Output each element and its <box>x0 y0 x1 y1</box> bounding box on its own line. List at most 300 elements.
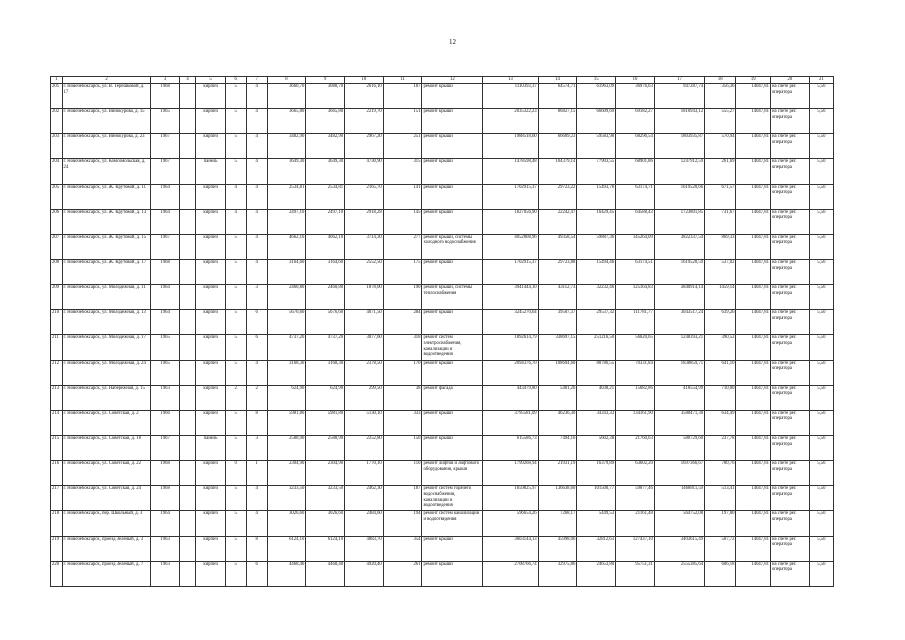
table-cell: г. Новочебоксарск, ул. Советская, д. 18 <box>62 435 151 460</box>
table-cell: кирпич <box>196 234 225 259</box>
table-cell: 5,50 <box>809 234 833 259</box>
table-cell: 9 <box>225 461 246 486</box>
table-cell: кирпич <box>196 536 225 561</box>
table-cell <box>179 561 196 586</box>
table-cell: 3877,60 <box>345 335 384 360</box>
table-cell: 1968 <box>151 461 179 486</box>
table-cell <box>179 435 196 460</box>
table-cell: 4 <box>246 159 267 184</box>
column-number: 19 <box>736 77 771 84</box>
table-cell: кирпич <box>196 511 225 536</box>
table-cell: 1964 <box>151 209 179 234</box>
table-cell: 1247912,59 <box>654 159 704 184</box>
table-cell: 39507,37 <box>538 310 577 335</box>
table-cell: 5,50 <box>809 184 833 209</box>
table-cell: 1619520,66 <box>654 184 704 209</box>
table-cell: 1964 <box>151 285 179 310</box>
table-cell: кирпич <box>196 385 225 410</box>
table-cell: 5,50 <box>809 511 833 536</box>
table-cell: 194 <box>383 511 422 536</box>
table-row <box>51 360 834 385</box>
table-cell: 606,18 <box>705 561 736 586</box>
table-cell: 2460,80 <box>306 285 345 310</box>
table-cell: 14047,81 <box>736 360 771 385</box>
table-cell: 2 <box>225 385 246 410</box>
table-cell: кирпич <box>196 134 225 159</box>
table-cell: 59583,98 <box>577 134 616 159</box>
table-cell: 7494,16 <box>538 435 577 460</box>
table-cell: 5 <box>225 159 246 184</box>
table-cell: ремонт систем горячего водоснабжения, канализации и водоотведения <box>422 486 483 511</box>
table-cell: 3822337,54 <box>654 234 704 259</box>
table-cell: 127437,10 <box>616 536 655 561</box>
table-cell <box>179 486 196 511</box>
table-cell: ремонт крыши <box>422 310 483 335</box>
table-cell: 145 <box>383 209 422 234</box>
table-cell: 5,50 <box>809 335 833 360</box>
table-cell: на счете рег. оператора <box>770 134 809 159</box>
table-cell: ремонт крыши <box>422 536 483 561</box>
table-cell: 4737,20 <box>306 335 345 360</box>
column-number: 21 <box>809 77 833 84</box>
table-row <box>51 184 834 209</box>
column-number: 3 <box>151 77 179 84</box>
table-cell: 284 <box>383 310 422 335</box>
table-cell: 333 <box>383 410 422 435</box>
table-cell: 14047,81 <box>736 109 771 134</box>
table-cell: 101500,77 <box>577 486 616 511</box>
table-cell: 68296,54 <box>616 134 655 159</box>
table-cell: 80786,55 <box>577 360 616 385</box>
table-cell: 5 <box>225 285 246 310</box>
table-cell: 6 <box>246 561 267 586</box>
table-cell: 1248393,21 <box>654 335 704 360</box>
table-cell: 5 <box>225 259 246 284</box>
table-cell: 201 <box>51 84 63 109</box>
table-cell: 14047,81 <box>736 84 771 109</box>
table-cell: 66609,23 <box>538 134 577 159</box>
table-cell <box>179 536 196 561</box>
table-cell: г. Новочебоксарск, ул. Молодежная, д. 24 <box>62 360 151 385</box>
table-cell: 1799268,94 <box>483 461 538 486</box>
table-cell: кирпич <box>196 184 225 209</box>
table-cell <box>179 410 196 435</box>
table-cell: 2035322,23 <box>483 109 538 134</box>
table-cell: 151 <box>383 109 422 134</box>
table-cell: 1478598,48 <box>483 159 538 184</box>
table-cell: на счете рег. оператора <box>770 335 809 360</box>
table-cell: 61963,09 <box>577 84 616 109</box>
table-cell: г. Новочебоксарск, ул. Молодежная, д. 13 <box>62 310 151 335</box>
table-cell: 16379,89 <box>577 461 616 486</box>
table-row <box>51 285 834 310</box>
table-cell: 3403615,49 <box>654 536 704 561</box>
table-cell: 3665,80 <box>306 109 345 134</box>
table-cell: 5,50 <box>809 410 833 435</box>
table-row <box>51 109 834 134</box>
table-cell: 299,50 <box>345 385 384 410</box>
table-cell: 1770,10 <box>345 461 384 486</box>
table-cell: г. Новочебоксарск, ул. Молодежная, д. 11 <box>62 285 151 310</box>
table-cell: 2588,90 <box>267 435 306 460</box>
table-cell: 2552,50 <box>345 259 384 284</box>
table-cell: 4468,40 <box>267 561 306 586</box>
table-cell: 2534,81 <box>306 184 345 209</box>
table-cell: на счете рег. оператора <box>770 259 809 284</box>
table-cell: 175 <box>383 259 422 284</box>
table-cell: 1967 <box>151 435 179 460</box>
column-number: 4 <box>179 77 196 84</box>
table-cell: 4 <box>225 184 246 209</box>
table-cell: 4071,50 <box>345 310 384 335</box>
table-cell: 5676,60 <box>267 310 306 335</box>
table-cell: г. Новочебоксарск, ул. Ж. Крутовой, д. 11 <box>62 184 151 209</box>
table-cell: 596654,26 <box>483 511 538 536</box>
table-cell: 634,49 <box>705 410 736 435</box>
table-cell: 213 <box>51 385 63 410</box>
table-cell: 2 <box>246 385 267 410</box>
table-cell: 211 <box>51 335 63 360</box>
table-cell: 43112,73 <box>538 285 577 310</box>
column-number: 15 <box>577 77 616 84</box>
table-cell: 3 <box>246 435 267 460</box>
table-cell: кирпич <box>196 285 225 310</box>
table-cell: 1968 <box>151 486 179 511</box>
table-cell: на счете рег. оператора <box>770 84 809 109</box>
table-cell: 64574,71 <box>538 84 577 109</box>
table-cell: на счете рег. оператора <box>770 209 809 234</box>
table-cell: 356,36 <box>705 84 736 109</box>
table-cell: 3660,70 <box>267 84 306 109</box>
table-cell: 3168,30 <box>306 360 345 385</box>
table-cell: г. Новочебоксарск, ул. Винокурова, д. 23 <box>62 134 151 159</box>
table-cell: ремонт лифтов и лифтового оборудования, крыши <box>422 461 483 486</box>
table-cell: 49358,54 <box>538 234 577 259</box>
table-cell: 70331,84 <box>616 360 655 385</box>
table-cell: 5 <box>225 410 246 435</box>
table-cell: 237,78 <box>705 435 736 460</box>
table-cell: на счете рег. оператора <box>770 461 809 486</box>
table-cell: 5449,53 <box>577 511 616 536</box>
table-cell: кирпич <box>196 335 225 360</box>
table-cell: 14047,81 <box>736 184 771 209</box>
table-cell: 4 <box>246 134 267 159</box>
table-cell: 14047,81 <box>736 234 771 259</box>
table-cell: 3233,50 <box>267 486 306 511</box>
table-cell: 218 <box>51 511 63 536</box>
table-cell: 4468,40 <box>306 561 345 586</box>
table-cell: 3026,60 <box>267 511 306 536</box>
column-number: 5 <box>196 77 225 84</box>
table-cell: 261 <box>383 561 422 586</box>
table-cell: 5602,38 <box>577 435 616 460</box>
table-cell: 315 <box>383 159 422 184</box>
table-cell <box>179 109 196 134</box>
table-cell: г. Новочебоксарск, ул. Ж. Крутовой, д. 13 <box>62 209 151 234</box>
table-row <box>51 84 834 109</box>
table-cell: 46236,30 <box>538 410 577 435</box>
table-cell: 21760,63 <box>616 435 655 460</box>
table-cell: 1965 <box>151 360 179 385</box>
table-cell: 209 <box>51 285 63 310</box>
table-cell: 32812,63 <box>577 536 616 561</box>
column-number: 6 <box>225 77 246 84</box>
table-cell: 21161,48 <box>616 511 655 536</box>
table-row <box>51 435 834 460</box>
table-cell: г. Новочебоксарск, ул. Ж. Крутовой, д. 17 <box>62 259 151 284</box>
table-cell: 5 <box>225 310 246 335</box>
table-cell: 6 <box>246 335 267 360</box>
table-cell: 210 <box>51 310 63 335</box>
column-number: 18 <box>705 77 736 84</box>
table-cell: 1702915,37 <box>483 259 538 284</box>
table-cell: ремонт систем канализации и водоотведения <box>422 511 483 536</box>
table-cell: 205 <box>51 184 63 209</box>
table-cell <box>179 209 196 234</box>
table-cell: 587,72 <box>705 536 736 561</box>
table-cell: 63174,51 <box>616 259 655 284</box>
table-cell: 108694,60 <box>538 360 577 385</box>
table-cell: 555,27 <box>705 109 736 134</box>
table-cell: 1963 <box>151 385 179 410</box>
table-cell: 5,50 <box>809 285 833 310</box>
table-cell: 77903,55 <box>577 159 616 184</box>
table-cell: 2708766,74 <box>483 561 538 586</box>
table-cell: 5 <box>225 561 246 586</box>
table-cell: 2484,60 <box>345 511 384 536</box>
table-cell: г. Новочебоксарск, проезд Зелёный, д. 7 <box>62 561 151 586</box>
table-cell: 150 <box>383 435 422 460</box>
table-cell: 5,50 <box>809 310 833 335</box>
table-cell: 5,50 <box>809 360 833 385</box>
table-cell <box>179 461 196 486</box>
table-cell: кирпич <box>196 109 225 134</box>
table-cell: 1702915,37 <box>483 184 538 209</box>
table-cell: 15493,78 <box>577 184 616 209</box>
table-cell: 216 <box>51 461 63 486</box>
table-cell: 2967,20 <box>345 134 384 159</box>
table-cell: 202 <box>51 109 63 134</box>
table-row <box>51 486 834 511</box>
table-cell: 14047,81 <box>736 486 771 511</box>
table-cell: 1 <box>246 461 267 486</box>
table-cell: на счете рег. оператора <box>770 109 809 134</box>
table-cell: 5 <box>225 234 246 259</box>
table-cell: 3482,90 <box>306 134 345 159</box>
table-cell: 731,67 <box>705 209 736 234</box>
table-cell: г. Новочебоксарск, пер. Школьный, д. 3 <box>62 511 151 536</box>
table-cell: 63174,71 <box>616 184 655 209</box>
table-row <box>51 410 834 435</box>
table-cell: 251216,50 <box>577 335 616 360</box>
table-cell: кирпич <box>196 410 225 435</box>
table-cell: 36976,63 <box>616 84 655 109</box>
table-cell: 5981,80 <box>306 410 345 435</box>
table-cell: 5 <box>225 335 246 360</box>
table-cell: 5,50 <box>809 84 833 109</box>
table-cell: 34343,33 <box>577 410 616 435</box>
table-cell: 4730,90 <box>345 159 384 184</box>
table-cell: 947287,74 <box>654 84 704 109</box>
table-cell <box>179 234 196 259</box>
table-cell: 38 <box>383 385 422 410</box>
table-cell: 24653,80 <box>577 561 616 586</box>
table-cell: 110 <box>383 461 422 486</box>
table-cell: 2094376,70 <box>483 360 538 385</box>
table-cell <box>179 184 196 209</box>
table-cell: 1723801,85 <box>654 209 704 234</box>
table-cell: 4 <box>246 259 267 284</box>
column-number: 14 <box>538 77 577 84</box>
table-cell: на счете рег. оператора <box>770 561 809 586</box>
table-cell: 1659825,97 <box>483 486 538 511</box>
table-cell <box>179 159 196 184</box>
table-cell: 1697366,67 <box>654 461 704 486</box>
table-cell: 4883,70 <box>345 536 384 561</box>
table-cell: 2460,80 <box>267 285 306 310</box>
table-cell: 5981,80 <box>267 410 306 435</box>
table-row <box>51 259 834 284</box>
table-cell: 1968 <box>151 84 179 109</box>
column-number: 11 <box>383 77 422 84</box>
table-cell: 6 <box>246 310 267 335</box>
table-cell: 14047,81 <box>736 259 771 284</box>
table-cell: 1964 <box>151 310 179 335</box>
table-cell: 29537,32 <box>577 310 616 335</box>
table-cell: г. Новочебоксарск, ул. Комсомольская, д. 24 <box>62 159 151 184</box>
table-cell: 4 <box>246 84 267 109</box>
table-cell: кирпич <box>196 461 225 486</box>
table-cell: 564752,08 <box>654 511 704 536</box>
table-cell: 4 <box>246 234 267 259</box>
table-cell: ремонт крыши <box>422 561 483 586</box>
table-cell: 64588,43 <box>616 209 655 234</box>
table-cell: 5 <box>225 486 246 511</box>
table-cell: 63602,20 <box>616 461 655 486</box>
table-cell: кирпич <box>196 486 225 511</box>
table-cell: 3580471,30 <box>654 410 704 435</box>
table-cell: г. Новочебоксарск, проезд Зелёный, д. 3 <box>62 536 151 561</box>
table-row <box>51 511 834 536</box>
table-cell: 4 <box>225 209 246 234</box>
table-cell: 390,52 <box>705 335 736 360</box>
table-cell: 2378,50 <box>345 360 384 385</box>
table-cell: 197,80 <box>705 511 736 536</box>
table-cell: 639,26 <box>705 310 736 335</box>
table-cell: 4 <box>246 486 267 511</box>
table-cell: 68901,86 <box>616 159 655 184</box>
table-cell: 4038,21 <box>577 385 616 410</box>
table-cell: 418554,99 <box>654 385 704 410</box>
table-cell: кирпич <box>196 84 225 109</box>
table-cell: 354 <box>383 536 422 561</box>
table-cell: 1892614,79 <box>483 335 538 360</box>
table-cell: 3795581,09 <box>483 410 538 435</box>
table-cell: 21931,19 <box>538 461 577 486</box>
table-cell: 22242,47 <box>538 209 577 234</box>
table-cell: 4662,10 <box>267 234 306 259</box>
table-cell: 214 <box>51 410 63 435</box>
table-cell: 1988518,60 <box>483 134 538 159</box>
table-cell: 1827056,90 <box>483 209 538 234</box>
table-cell: 217 <box>51 486 63 511</box>
table-cell: 3043517,24 <box>654 310 704 335</box>
table-cell: 318 <box>383 335 422 360</box>
table-cell: 1967 <box>151 159 179 184</box>
column-number: 16 <box>616 77 655 84</box>
table-cell: 2252,80 <box>345 435 384 460</box>
table-cell: 14047,81 <box>736 335 771 360</box>
table-row <box>51 234 834 259</box>
table-cell: 136638,60 <box>538 486 577 511</box>
table-cell: 580729,60 <box>654 435 704 460</box>
table-cell: на счете рег. оператора <box>770 360 809 385</box>
table-cell: ремонт систем электроснабжения, канализации и водоотведения <box>422 335 483 360</box>
table-cell: 5,50 <box>809 109 833 134</box>
table-cell: 104379,14 <box>538 159 577 184</box>
table-cell: 14047,81 <box>736 410 771 435</box>
table-cell: 5401,26 <box>538 385 577 410</box>
table-cell: 780,76 <box>705 461 736 486</box>
housing-register-table <box>50 76 834 587</box>
table-cell: ремонт крыши <box>422 159 483 184</box>
page-number: 12 <box>449 38 456 46</box>
table-cell: 3665,80 <box>267 109 306 134</box>
table-cell: 2219,70 <box>345 109 384 134</box>
table-cell: ремонт крыши <box>422 209 483 234</box>
column-number: 8 <box>267 77 306 84</box>
table-cell <box>179 259 196 284</box>
table-cell: 2165,70 <box>345 184 384 209</box>
table-cell: 1964 <box>151 184 179 209</box>
table-cell <box>179 84 196 109</box>
table-cell: 125164,83 <box>616 285 655 310</box>
table-cell: 86827,15 <box>538 109 577 134</box>
table-cell: ремонт крыши <box>422 84 483 109</box>
column-number: 17 <box>654 77 704 84</box>
table-cell: кирпич <box>196 259 225 284</box>
table-cell: 2304,90 <box>267 461 306 486</box>
table-cell: 5 <box>225 134 246 159</box>
table-cell: 204 <box>51 159 63 184</box>
table-cell: 1110393,37 <box>483 84 538 109</box>
table-cell: г. Новочебоксарск, ул. Ж. Крутовой, д. 15 <box>62 234 151 259</box>
table-cell: 14047,81 <box>736 310 771 335</box>
table-cell <box>179 511 196 536</box>
table-cell: панель <box>196 159 225 184</box>
table-cell: 145264,09 <box>616 234 655 259</box>
table-cell: 208 <box>51 259 63 284</box>
table-cell: 4662,10 <box>306 234 345 259</box>
table-cell: 671,57 <box>705 184 736 209</box>
table-cell: 5,50 <box>809 209 833 234</box>
table-cell: 14047,81 <box>736 285 771 310</box>
table-cell: 5130,10 <box>345 410 384 435</box>
table-cell: 2534,81 <box>267 184 306 209</box>
table-cell: 6124,10 <box>306 536 345 561</box>
table-cell: ремонт крыши, системы холодного водоснабжения <box>422 234 483 259</box>
table-cell: 4 <box>246 109 267 134</box>
table-cell: 1468811,59 <box>654 486 704 511</box>
table-cell: 5 <box>225 109 246 134</box>
table-cell: ремонт крыши <box>422 360 483 385</box>
table-cell: 2304,90 <box>306 461 345 486</box>
table-cell: 338697,15 <box>538 335 577 360</box>
table-cell: 8 <box>246 536 267 561</box>
header-row <box>51 77 834 84</box>
table-cell: 1968 <box>151 259 179 284</box>
table-cell: 2555385,64 <box>654 561 704 586</box>
